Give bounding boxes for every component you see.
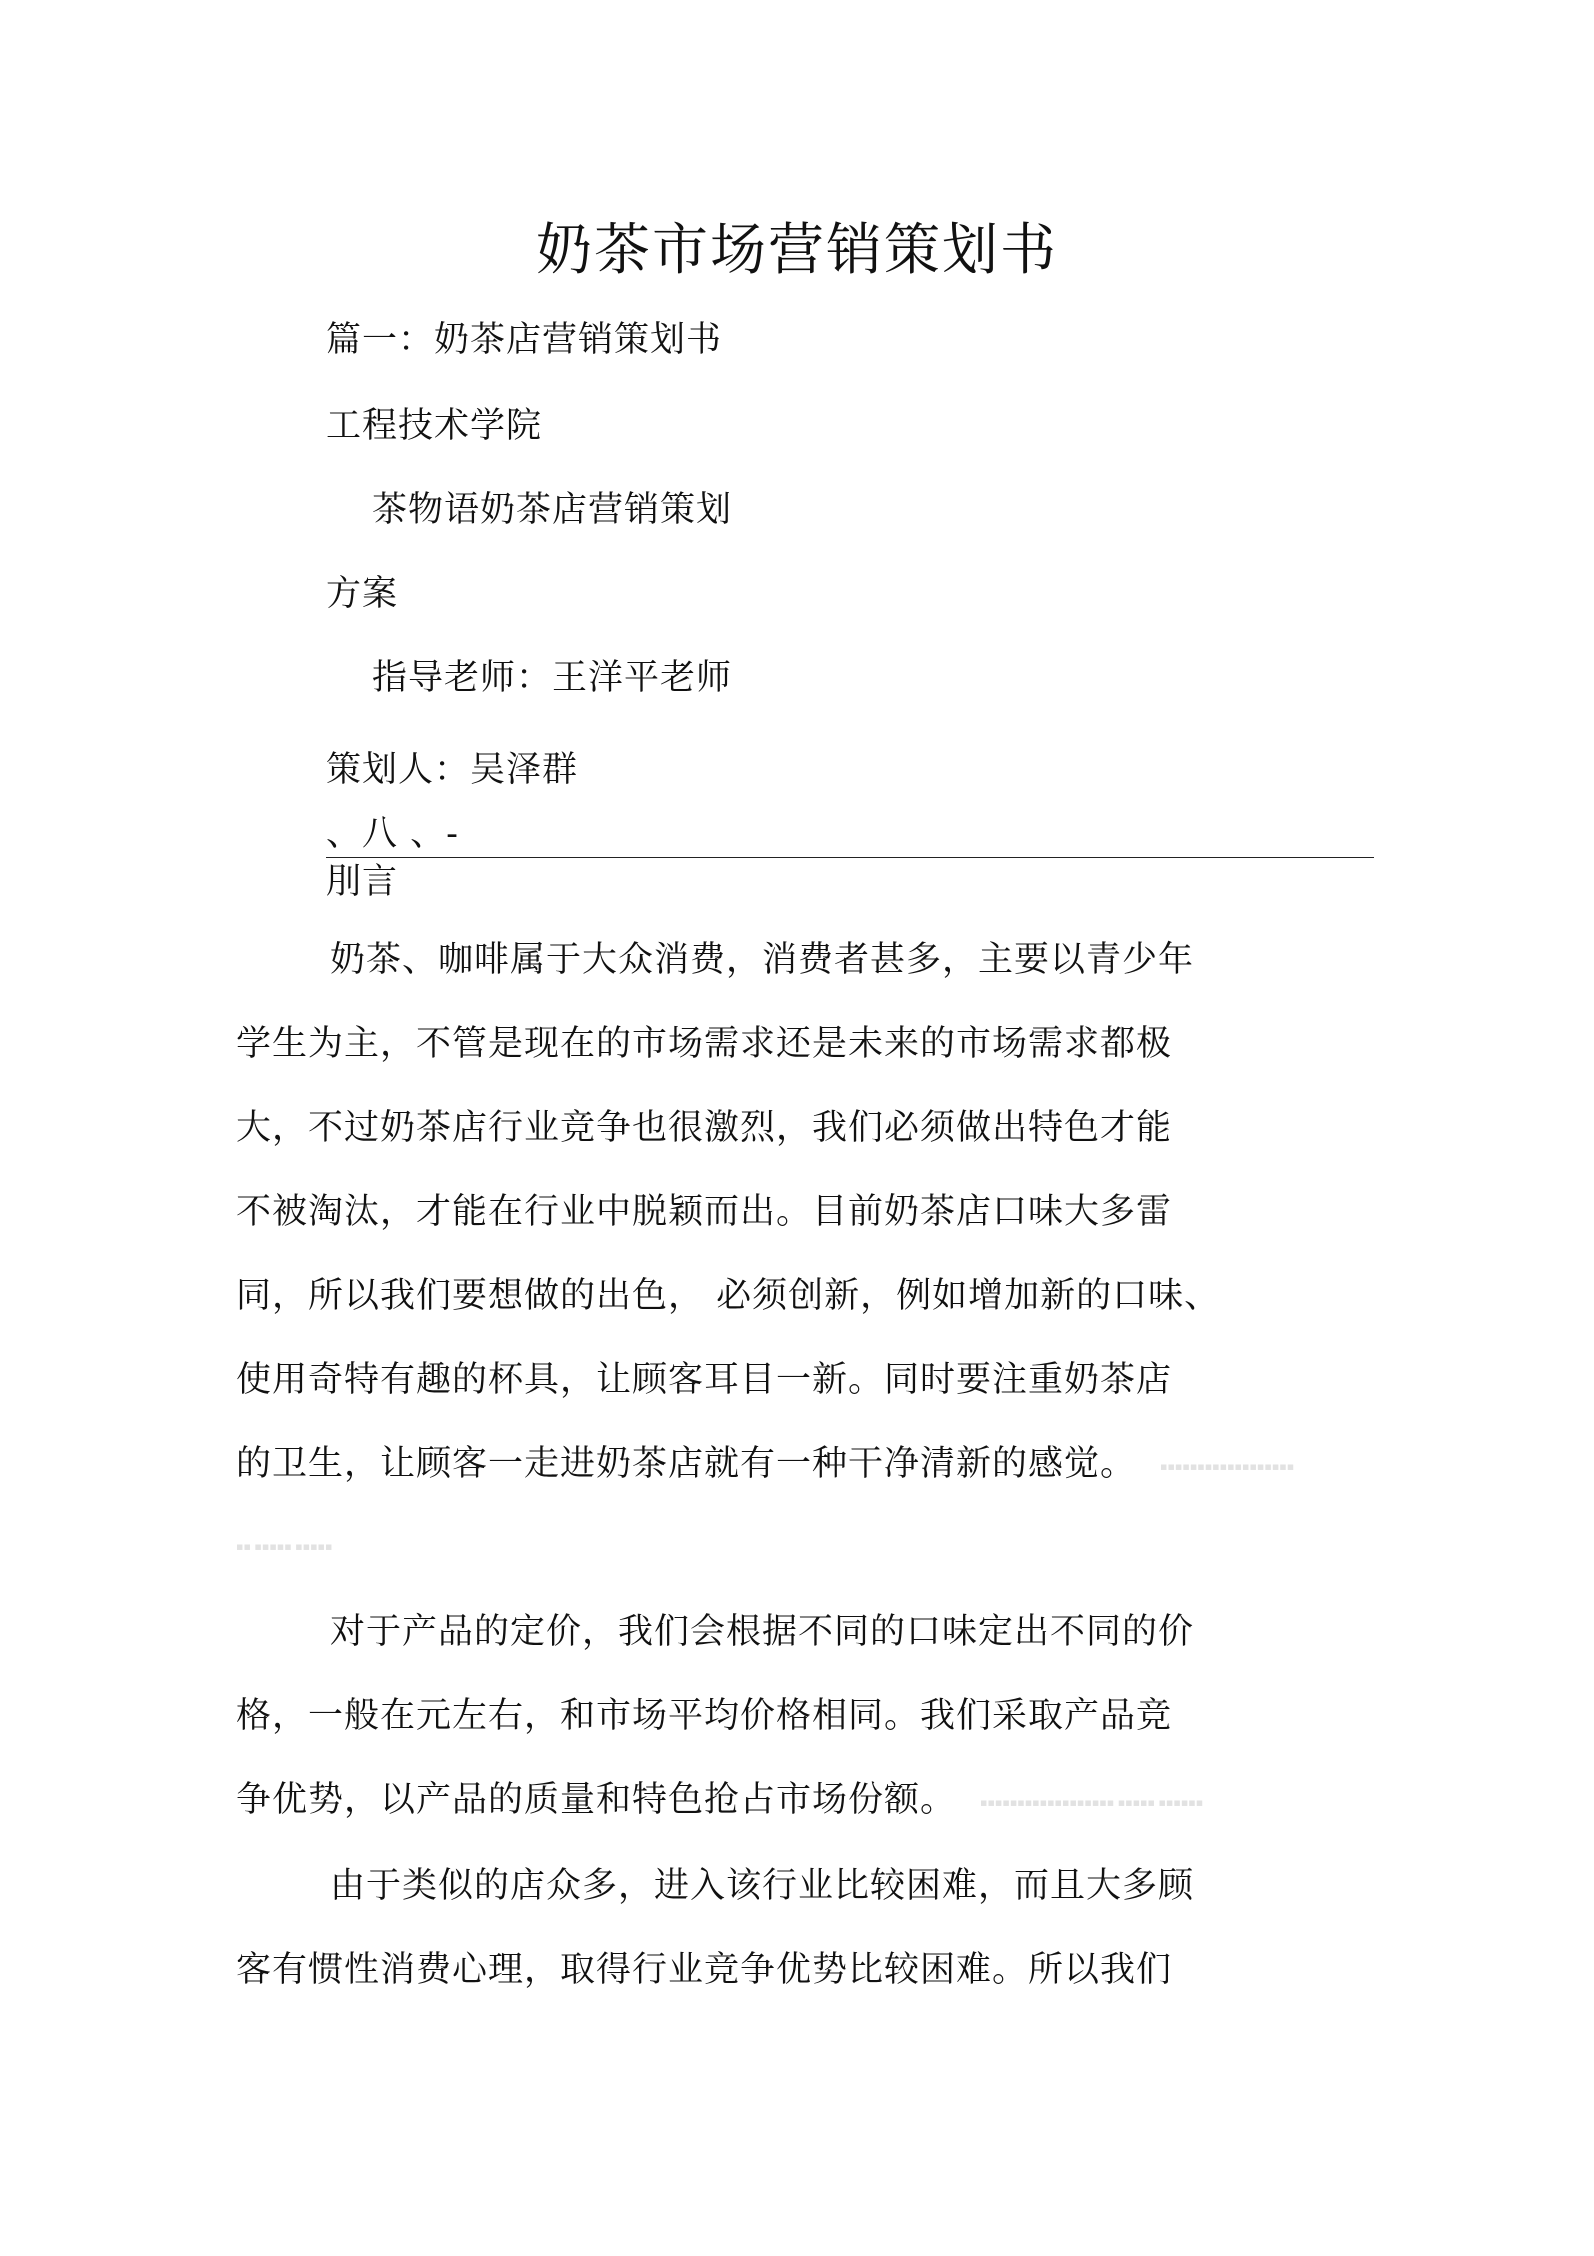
document-title: 奶茶市场营销策划书 [536, 218, 1058, 283]
header-line-college: 工程技术学院 [326, 406, 543, 446]
para1-line: 同，所以我们要想做的出色， 必须创新，例如增加新的口味、 [236, 1276, 1221, 1316]
para3-line: 由于类似的店众多，进入该行业比较困难，而且大多顾 [330, 1866, 1195, 1906]
faint-watermark: ▪▪ ▪▪▪▪▪ ▪▪▪▪▪ [236, 1540, 333, 1553]
header-line-chapter: 篇一：奶茶店营销策划书 [326, 320, 723, 360]
para1-line: 学生为主，不管是现在的市场需求还是未来的市场需求都极 [236, 1024, 1173, 1064]
header-line-advisor: 指导老师：王洋平老师 [372, 658, 733, 698]
para1-line: 使用奇特有趣的杯具，让顾客耳目一新。同时要注重奶茶店 [236, 1360, 1173, 1400]
faint-watermark: ▪▪▪▪▪▪▪▪▪▪▪▪▪▪▪▪▪▪ ▪▪▪▪▪ ▪▪▪▪▪▪ [980, 1796, 1204, 1809]
para2-line: 对于产品的定价，我们会根据不同的口味定出不同的价 [330, 1612, 1195, 1652]
para1-line: 大，不过奶茶店行业竞争也很激烈，我们必须做出特色才能 [236, 1108, 1173, 1148]
faint-watermark: ▪▪▪▪▪▪▪▪▪▪▪▪▪▪▪▪▪▪ [1160, 1460, 1295, 1473]
para1-line: 不被淘汰，才能在行业中脱颖而出。目前奶茶店口味大多雷 [236, 1192, 1173, 1232]
header-line-planner: 策划人：吴泽群 [326, 750, 579, 790]
header-line-plan-word: 方案 [326, 574, 399, 614]
header-line-garbled: 、八 、- [326, 814, 459, 854]
horizontal-rule [326, 857, 1374, 858]
para2-line: 格，一般在元左右，和市场平均价格相同。我们采取产品竞 [236, 1696, 1173, 1736]
para1-line: 奶茶、咖啡属于大众消费，消费者甚多，主要以青少年 [330, 940, 1195, 980]
para3-line: 客有惯性消费心理，取得行业竞争优势比较困难。所以我们 [236, 1950, 1173, 1990]
section-heading-preface: 刖言 [326, 862, 399, 902]
para1-line: 的卫生，让顾客一走进奶茶店就有一种干净清新的感觉。 [236, 1444, 1137, 1484]
header-line-plan-title: 茶物语奶茶店营销策划 [372, 490, 733, 530]
para2-line: 争优势，以产品的质量和特色抢占市场份额。 [236, 1780, 957, 1820]
